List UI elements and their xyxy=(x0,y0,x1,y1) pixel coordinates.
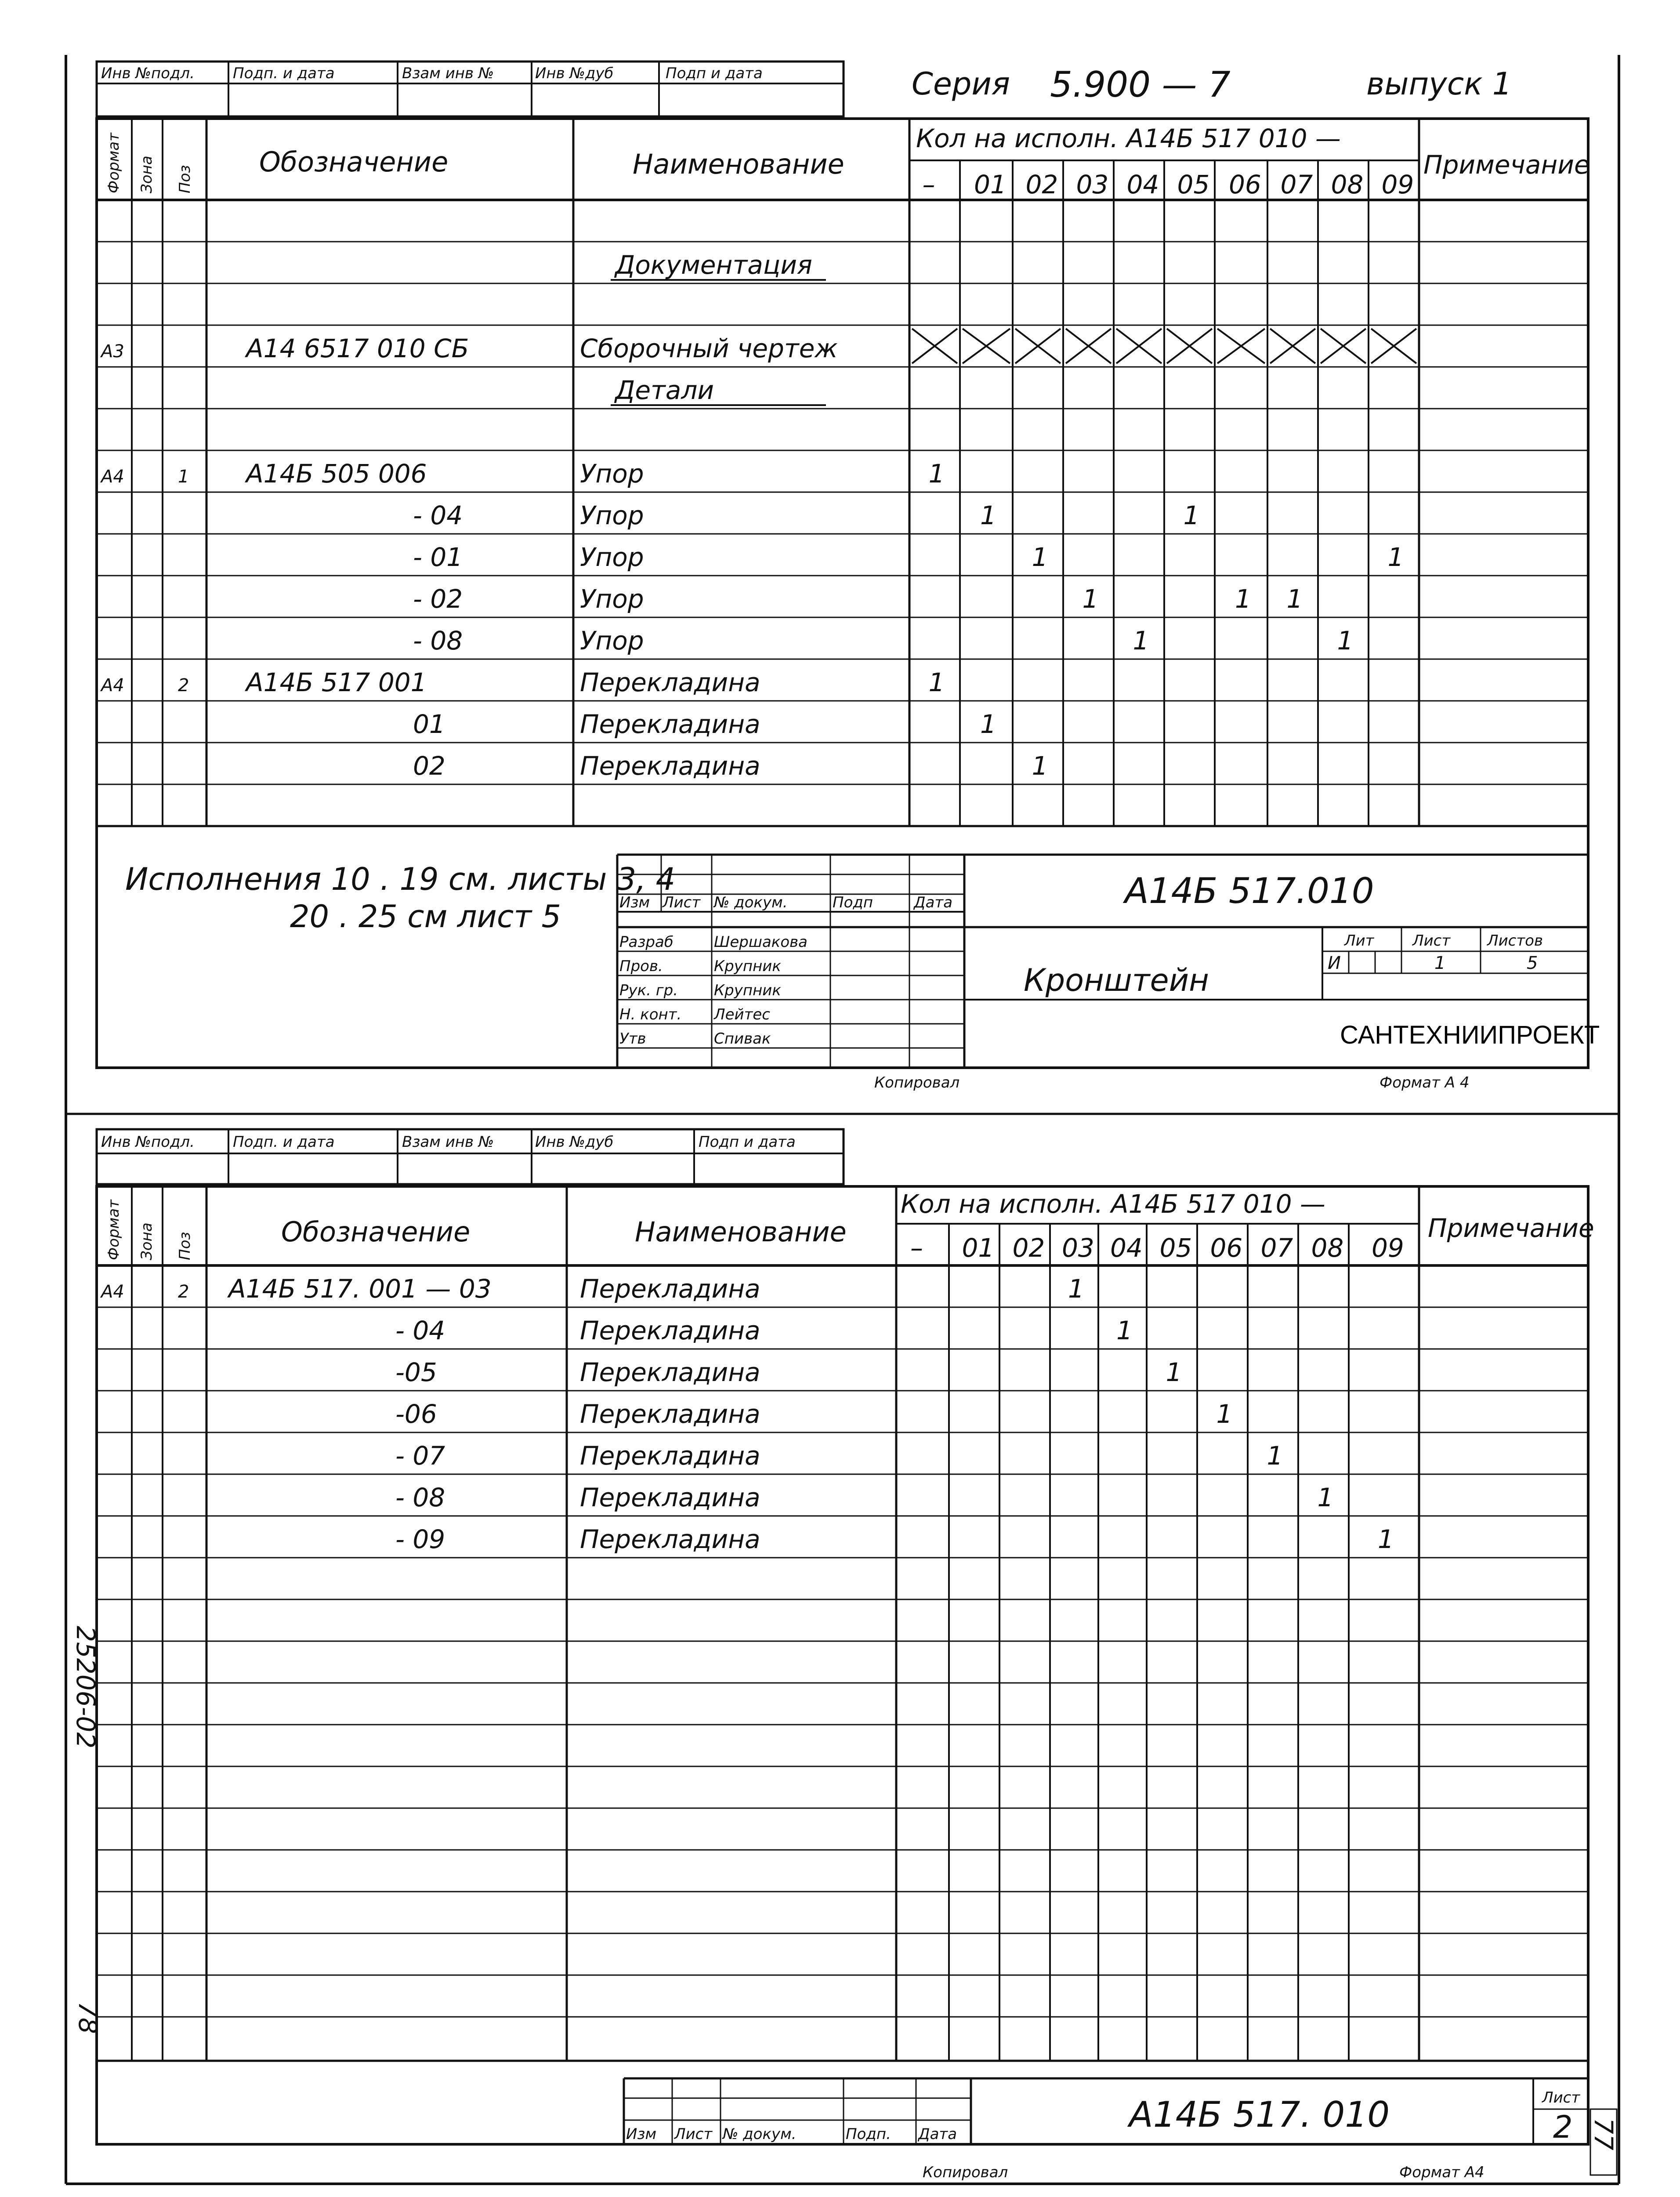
s1-row-designation: 02 xyxy=(413,751,445,781)
s2-qty-value: 1 xyxy=(1166,1357,1182,1387)
s2-qty-value: 1 xyxy=(1116,1316,1133,1345)
s2-qty-head-6: 06 xyxy=(1210,1233,1243,1263)
stamp2-col-3: Взам инв № xyxy=(402,1133,494,1151)
sheet2-format: Формат А4 xyxy=(1399,2164,1484,2181)
tb1-lit-value: И xyxy=(1328,953,1341,973)
tb1-title: Кронштейн xyxy=(1024,962,1209,998)
s1-row-name: Перекладина xyxy=(580,751,760,781)
sheet1-copied: Копировал xyxy=(874,1074,960,1091)
stamp2-col-4: Инв №дуб xyxy=(535,1133,614,1151)
tb1-role-name: Шершакова xyxy=(714,933,808,951)
s2-qty-head-3: 03 xyxy=(1062,1233,1094,1263)
page-number-left: 78 xyxy=(73,2001,103,2034)
series-label: Серия xyxy=(912,66,1010,102)
s2-row-name: Перекладина xyxy=(580,1441,760,1471)
s1-row-designation: А14 6517 010 СБ xyxy=(246,334,469,363)
s2-qty-head-5: 05 xyxy=(1159,1233,1192,1263)
s1-row-name: Упор xyxy=(580,542,644,572)
archive-number: 25206-02 xyxy=(71,1626,101,1749)
s1-qty-value: 1 xyxy=(980,709,996,739)
s1-qty-head-2: 02 xyxy=(1025,170,1058,199)
hdr2-qty-title: Кол на исполн. А14Б 517 010 — xyxy=(901,1189,1325,1219)
s2-row-designation: - 07 xyxy=(395,1441,445,1471)
s1-qty-value: 1 xyxy=(1337,626,1354,656)
s1-qty-value: 1 xyxy=(1133,626,1149,656)
s2-qty-head-9: 09 xyxy=(1372,1233,1404,1263)
s1-row-format: А4 xyxy=(101,675,124,696)
s1-row-name: Упор xyxy=(580,500,644,530)
s1-qty-value: 1 xyxy=(1235,584,1251,614)
s2-qty-value: 1 xyxy=(1378,1524,1394,1554)
note-line-1: Исполнения 10 . 19 см. листы 3, 4 xyxy=(125,861,676,897)
tb1-role-label: Разраб xyxy=(619,933,673,951)
s2-qty-value: 1 xyxy=(1267,1441,1283,1471)
s1-qty-value: 1 xyxy=(1387,542,1404,572)
s2-qty-value: 1 xyxy=(1068,1274,1084,1304)
s2-row-name: Перекладина xyxy=(580,1483,760,1512)
s1-row-designation: - 04 xyxy=(413,500,463,530)
hdr-qty-title: Кол на исполн. А14Б 517 010 — xyxy=(916,123,1341,153)
hdr-format: Формат xyxy=(105,133,123,193)
s1-row-pos: 1 xyxy=(178,467,189,487)
tb1-role-label: Н. конт. xyxy=(619,1006,682,1023)
series-number: 5.900 — 7 xyxy=(1050,64,1231,105)
hdr2-note: Примечание xyxy=(1428,1213,1594,1243)
tb1-org: САНТЕХНИИПРОЕКТ xyxy=(1340,1021,1600,1049)
s1-row-name: Перекладина xyxy=(580,667,760,697)
s2-row-designation: -06 xyxy=(395,1399,437,1429)
tb2-col-date: Дата xyxy=(918,2125,957,2143)
s1-qty-head-9: 09 xyxy=(1381,170,1414,199)
stamp2-col-1: Инв №подл. xyxy=(101,1133,195,1151)
tb2-col-izm: Изм xyxy=(626,2125,657,2143)
tb2-sheet-value: 2 xyxy=(1553,2109,1573,2145)
tb1-role-label: Утв xyxy=(619,1030,646,1048)
s1-row-name: Перекладина xyxy=(580,709,760,739)
s1-qty-value: 1 xyxy=(1032,751,1048,781)
s1-qty-head-4: 04 xyxy=(1126,170,1159,199)
s2-row-name: Перекладина xyxy=(580,1357,760,1387)
s1-row-name: Упор xyxy=(580,584,644,614)
stamp-col-4: Инв №дуб xyxy=(535,65,614,82)
stamp-col-5: Подп и дата xyxy=(666,65,763,82)
s1-row-designation: - 02 xyxy=(413,584,463,614)
hdr-pos: Поз xyxy=(176,165,194,193)
s1-qty-value: 1 xyxy=(1082,584,1099,614)
s2-qty-head-4: 04 xyxy=(1110,1233,1143,1263)
s2-row-name: Перекладина xyxy=(580,1274,760,1304)
s2-qty-head-0: – xyxy=(910,1233,923,1263)
hdr-note: Примечание xyxy=(1423,150,1590,180)
s1-row-name: Упор xyxy=(580,459,644,489)
s1-qty-value: 1 xyxy=(1183,500,1200,530)
hdr2-name: Наименование xyxy=(635,1216,847,1248)
tb1-role-name: Крупник xyxy=(714,957,781,975)
s1-qty-value: 1 xyxy=(928,459,945,489)
tb1-role-label: Рук. гр. xyxy=(619,982,678,999)
tb1-lit-label: Лит xyxy=(1344,932,1374,950)
hdr-name: Наименование xyxy=(633,148,844,180)
tb1-doc-number: А14Б 517.010 xyxy=(1125,870,1374,911)
tb1-col-doc: № докум. xyxy=(714,894,788,911)
s1-row-format: А3 xyxy=(101,341,124,362)
hdr2-pos: Поз xyxy=(176,1232,194,1260)
hdr-zone: Зона xyxy=(138,156,156,193)
stamp-col-3: Взам инв № xyxy=(402,65,494,82)
stamp-col-2: Подп. и дата xyxy=(233,65,335,82)
s1-qty-head-7: 07 xyxy=(1280,170,1313,199)
s1-qty-head-8: 08 xyxy=(1331,170,1364,199)
sheet2-copied: Копировал xyxy=(923,2164,1008,2181)
tb1-sheets-label: Листов xyxy=(1487,932,1543,950)
tb1-role-name: Спивак xyxy=(714,1030,771,1048)
s2-row-name: Перекладина xyxy=(580,1399,760,1429)
tb2-col-sign: Подп. xyxy=(846,2125,891,2143)
hdr2-zone: Зона xyxy=(138,1222,156,1260)
tb2-doc-number: А14Б 517. 010 xyxy=(1129,2094,1390,2135)
s2-row-pos: 2 xyxy=(178,1282,189,1302)
s1-row-name: Упор xyxy=(580,626,644,656)
tb2-col-list: Лист xyxy=(674,2125,713,2143)
s1-qty-value: 1 xyxy=(1286,584,1303,614)
s1-qty-value: 1 xyxy=(928,667,945,697)
s1-row-designation: - 08 xyxy=(413,626,463,656)
s2-row-format: А4 xyxy=(101,1282,124,1302)
sheet1-format: Формат А 4 xyxy=(1379,1074,1470,1091)
stamp2-col-2: Подп. и дата xyxy=(233,1133,335,1151)
s2-qty-head-7: 07 xyxy=(1260,1233,1293,1263)
s1-qty-head-6: 06 xyxy=(1229,170,1261,199)
s1-row-format: А4 xyxy=(101,467,124,487)
s1-qty-head-0: – xyxy=(922,170,935,199)
tb1-col-sign: Подп xyxy=(833,894,873,911)
s2-row-name: Перекладина xyxy=(580,1316,760,1345)
s1-row-name: Детали xyxy=(615,375,714,405)
s2-qty-head-1: 01 xyxy=(962,1233,995,1263)
hdr2-format: Формат xyxy=(105,1200,123,1260)
tb1-role-name: Лейтес xyxy=(714,1006,770,1023)
tb1-col-list: Лист xyxy=(663,894,701,911)
s2-row-designation: - 09 xyxy=(395,1524,445,1554)
tb1-sheet-label: Лист xyxy=(1412,932,1451,950)
s1-row-name: Документация xyxy=(615,250,812,280)
s1-row-designation: 01 xyxy=(413,709,445,739)
s1-row-designation: А14Б 505 006 xyxy=(246,459,427,489)
s2-row-designation: - 04 xyxy=(395,1316,445,1345)
s1-row-designation: - 01 xyxy=(413,542,463,572)
hdr-designation: Обозначение xyxy=(259,146,449,178)
s2-row-designation: - 08 xyxy=(395,1483,445,1512)
tb1-col-izm: Изм xyxy=(619,894,650,911)
page-number-right: 77 xyxy=(1589,2118,1618,2150)
note-line-2: 20 . 25 см лист 5 xyxy=(290,899,561,935)
s1-qty-value: 1 xyxy=(1032,542,1048,572)
s1-qty-head-5: 05 xyxy=(1177,170,1210,199)
s1-qty-value: 1 xyxy=(980,500,996,530)
s1-qty-head-1: 01 xyxy=(974,170,1007,199)
series-issue: выпуск 1 xyxy=(1366,66,1512,102)
s2-qty-head-8: 08 xyxy=(1311,1233,1344,1263)
stamp-col-1: Инв №подл. xyxy=(101,65,195,82)
s2-qty-head-2: 02 xyxy=(1012,1233,1045,1263)
hdr2-designation: Обозначение xyxy=(281,1216,471,1248)
stamp2-col-5: Подп и дата xyxy=(699,1133,796,1151)
s2-qty-value: 1 xyxy=(1317,1483,1334,1512)
s1-qty-head-3: 03 xyxy=(1076,170,1109,199)
s2-qty-value: 1 xyxy=(1216,1399,1233,1429)
tb1-role-name: Крупник xyxy=(714,982,781,999)
s1-row-name: Сборочный чертеж xyxy=(580,334,838,363)
tb1-role-label: Пров. xyxy=(619,957,663,975)
tb2-sheet-label: Лист xyxy=(1542,2089,1580,2106)
s2-row-designation: -05 xyxy=(395,1357,437,1387)
tb1-sheet-value: 1 xyxy=(1434,953,1446,973)
s1-row-designation: А14Б 517 001 xyxy=(246,667,427,697)
s1-row-pos: 2 xyxy=(178,675,189,696)
tb1-col-date: Дата xyxy=(914,894,953,911)
tb2-col-doc: № докум. xyxy=(723,2125,797,2143)
s2-row-name: Перекладина xyxy=(580,1524,760,1554)
tb1-sheets-value: 5 xyxy=(1527,953,1538,973)
s2-row-designation: А14Б 517. 001 — 03 xyxy=(228,1274,492,1304)
